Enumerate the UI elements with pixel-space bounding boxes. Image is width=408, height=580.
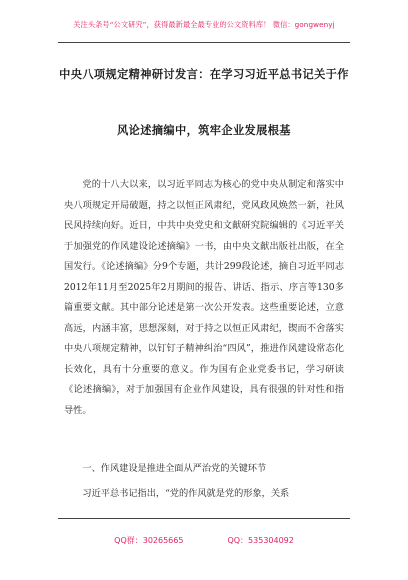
footer-qq: QQ：535304092: [227, 536, 294, 545]
paragraph-2: 习近平总书记指出，“党的作风就是党的形象，关系: [82, 488, 290, 499]
section-heading-1: 一、作风建设是推进全面从严治党的关键环节: [82, 463, 267, 474]
paragraph-1: 党的十八大以来，以习近平同志为核心的党中央从制定和落实中央八项规定开局破题，持之以恒正风肃纪，党风政风焕然一新，社风民风持续向好。近日，中共中央党史和文献研究院编辑的《习近平关于加强党的作风建设论述摘编》一书，由中央文献出版社出版，在全国发行。《论述摘编》分9个专题，共计299段论述，摘自习近平同志2012年11月至2025年2月期间的报告、讲话、指示、序言等130多篇重要文献。其中部分论述是第一次公开发表。这些重要论述，立意高远，内涵丰富，思想深刻，对于持之以恒正风肃纪，锲而不舍落实中央八项规定精神，以钉钉子精神纠治“四风”，推进作风建设常态化长效化，具有十分重要的意义。作为国有企业党委书记，学习研读《论述摘编》，对于加强国有企业作风建设，具有很强的针对性和指导性。: [64, 179, 344, 416]
document-body: [64, 175, 344, 421]
header-divider: [58, 42, 350, 43]
footer-contact: [0, 535, 408, 546]
document-title-line-2: 风论述摘编中，筑牢企业发展根基: [117, 124, 291, 137]
footer-qq-group: QQ群：30265665: [114, 536, 184, 545]
footer-divider: [58, 518, 350, 519]
document-title-line-1: 中央八项规定精神研讨发言：在学习习近平总书记关于作: [59, 68, 349, 81]
header-banner: 关注头条号“公文研究”，获得最新最全最专业的公文资料库！ 微信：gongwenyj: [73, 20, 335, 29]
